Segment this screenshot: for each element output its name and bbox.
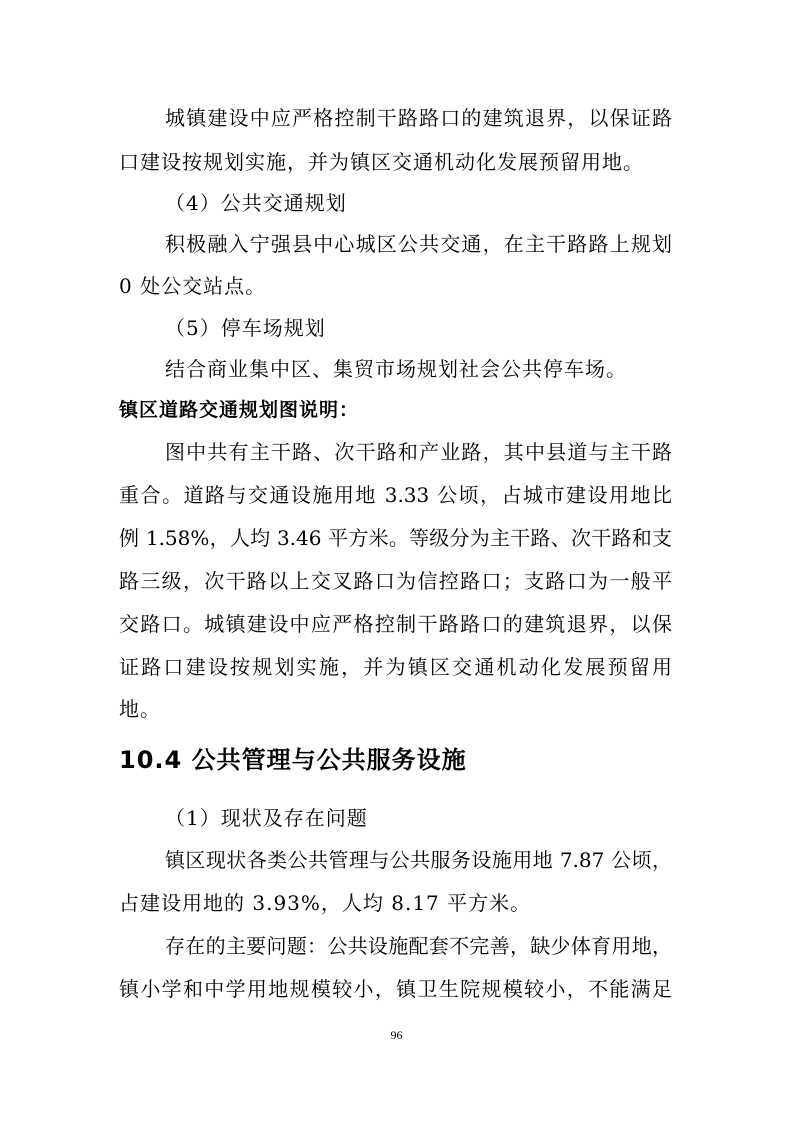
page-number: 96	[390, 1028, 403, 1042]
paragraph-line: 图中共有主干路、次干路和产业路，其中县道与主干路	[165, 440, 672, 464]
paragraph-line: 结合商业集中区、集贸市场规划社会公共停车场。	[165, 357, 627, 381]
paragraph-line: 镇区现状各类公共管理与公共服务设施用地 7.87 公顷，	[165, 848, 672, 872]
paragraph-line: 地。	[119, 697, 161, 721]
paragraph-line: 占建设用地的 3.93%，人均 8.17 平方米。	[119, 891, 532, 915]
bold-title: 镇区道路交通规划图说明：	[119, 399, 360, 421]
paragraph-line: 路三级，次干路以上交叉路口为信控路口；支路口为一般平	[119, 569, 672, 593]
paragraph-line: 例 1.58%，人均 3.46 平方米。等级分为主干路、次干路和支	[119, 526, 672, 550]
paragraph-line: 交路口。城镇建设中应严格控制干路路口的建筑退界，以保	[119, 612, 672, 636]
paragraph-line: 证路口建设按规划实施，并为镇区交通机动化发展预留用	[119, 655, 672, 679]
subsection-heading: （4）公共交通规划	[165, 191, 347, 215]
paragraph-line: 口建设按规划实施，并为镇区交通机动化发展预留用地。	[119, 150, 644, 174]
paragraph-line: 镇小学和中学用地规模较小，镇卫生院规模较小，不能满足	[119, 977, 672, 1001]
paragraph-line: 重合。道路与交通设施用地 3.33 公顷，占城市建设用地比	[119, 483, 672, 507]
paragraph-line: 城镇建设中应严格控制干路路口的建筑退界，以保证路	[165, 106, 672, 130]
subsection-heading: （5）停车场规划	[165, 316, 326, 340]
paragraph-line: 存在的主要问题：公共设施配套不完善，缺少体育用地，	[165, 934, 672, 958]
paragraph-line: 0 处公交站点。	[119, 274, 267, 298]
subsection-heading: （1）现状及存在问题	[165, 806, 368, 830]
section-title: 10.4 公共管理与公共服务设施	[119, 746, 467, 774]
paragraph-line: 积极融入宁强县中心城区公共交通，在主干路路上规划	[165, 232, 672, 256]
